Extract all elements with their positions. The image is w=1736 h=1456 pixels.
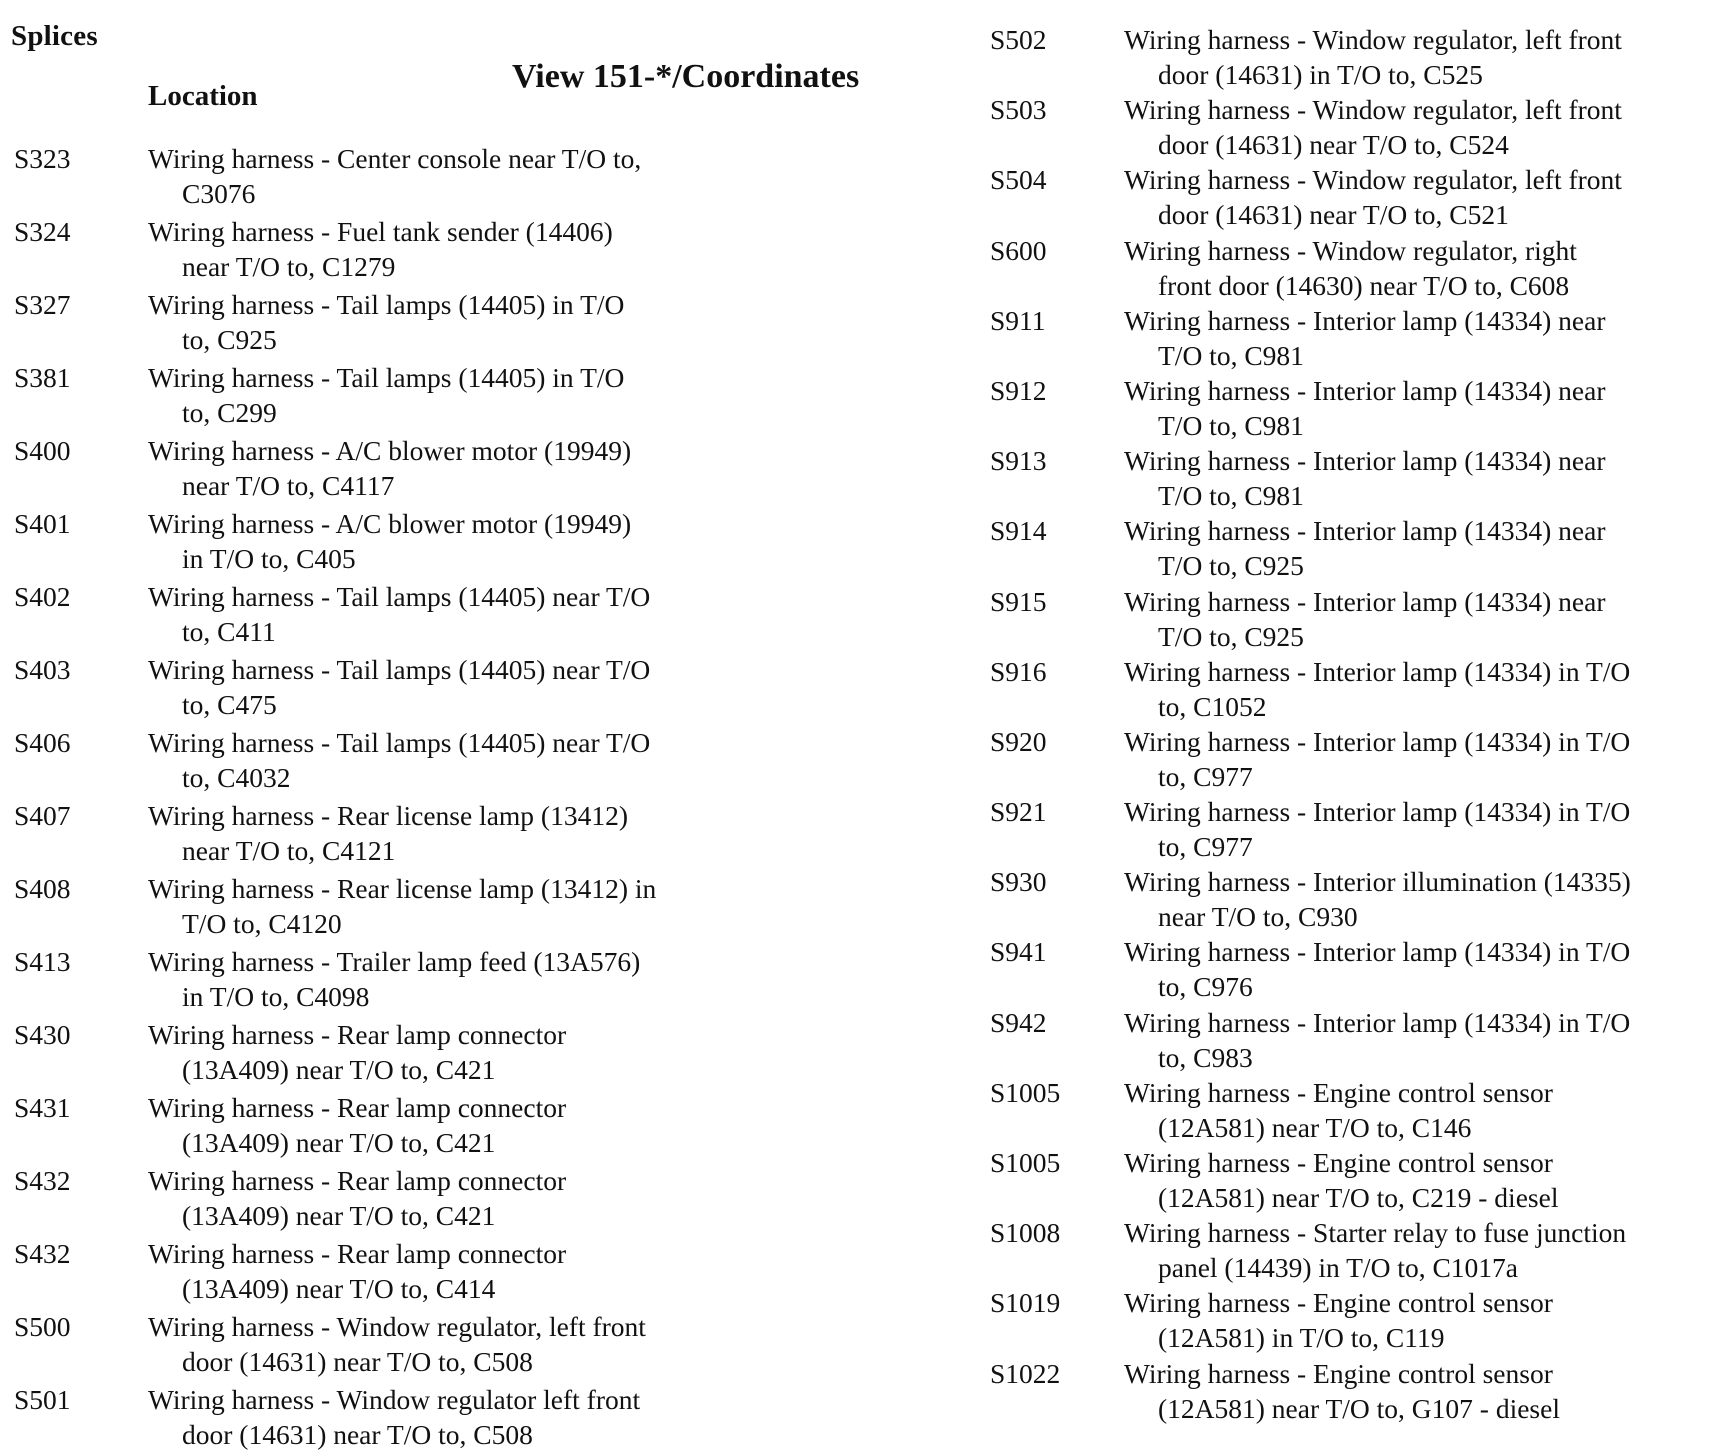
splice-location (1124, 373, 1606, 443)
splice-entry (14, 798, 814, 871)
splice-id: S1005 (990, 1147, 1061, 1178)
splice-location (148, 287, 624, 357)
splice-entry (990, 233, 1730, 303)
splice-location-line1: Wiring harness - Center console near T/O to, (148, 143, 642, 174)
splice-location (148, 798, 628, 868)
splice-location-line2: near T/O to, C4117 (182, 470, 395, 501)
splice-location (1124, 303, 1606, 373)
splice-location-line2: panel (14439) in T/O to, C1017a (1158, 1252, 1518, 1284)
splice-location (1124, 92, 1622, 162)
splice-location (1124, 1145, 1558, 1215)
splice-location-line2: near T/O to, C930 (1158, 901, 1358, 933)
splice-entry (990, 724, 1730, 794)
view-coordinates-header: View 151-*/Coordinates (512, 58, 860, 95)
splice-location-line2: door (14631) near T/O to, C508 (182, 1346, 533, 1377)
splice-id: S504 (990, 164, 1047, 196)
splice-id: S324 (14, 216, 71, 247)
splice-location-line1: Wiring harness - Tail lamps (14405) in T/O (148, 362, 625, 393)
splice-location-line2: (13A409) near T/O to, C421 (182, 1127, 496, 1158)
splice-id: S327 (14, 289, 71, 320)
splice-location-line2: to, C1052 (1158, 690, 1267, 722)
splice-location-line1: Wiring harness - Interior lamp (14334) near (1124, 585, 1606, 617)
splice-location-line1: Wiring harness - Window regulator, left front (148, 1311, 646, 1342)
splice-location-line1: Wiring harness - Window regulator, right (1124, 234, 1577, 266)
splice-id: S921 (990, 796, 1047, 828)
splice-location-line1: Wiring harness - A/C blower motor (19949) (148, 435, 632, 466)
splice-location-line2: (12A581) near T/O to, C219 - diesel (1158, 1182, 1559, 1213)
splice-location (148, 1382, 640, 1452)
splice-location-line2: T/O to, C981 (1158, 480, 1304, 512)
splice-entry (14, 360, 814, 433)
splice-id: S930 (990, 866, 1047, 898)
splice-id: S1008 (990, 1217, 1061, 1249)
splice-location (148, 506, 631, 576)
splice-entry (990, 864, 1730, 934)
splice-location-line1: Wiring harness - Fuel tank sender (14406) (148, 216, 613, 247)
splice-location-line2: near T/O to, C1279 (182, 251, 396, 282)
splice-location-line1: Wiring harness - Rear license lamp (13412) in (148, 873, 657, 904)
splice-location (148, 1017, 566, 1087)
splice-entry (990, 584, 1730, 654)
splice-entry (990, 1285, 1730, 1355)
splice-location (148, 1309, 646, 1379)
splice-entry (14, 287, 814, 360)
splice-location-line2: to, C411 (182, 616, 276, 647)
splice-location-line2: C3076 (182, 178, 256, 209)
splice-location-line2: T/O to, C925 (1158, 620, 1304, 652)
splice-entry (14, 1163, 814, 1236)
splice-location (148, 725, 650, 795)
splice-location-line2: (13A409) near T/O to, C421 (182, 1054, 496, 1085)
splice-location-line1: Wiring harness - Tail lamps (14405) near T/O (148, 654, 651, 685)
splice-location-line1: Wiring harness - Window regulator left front (148, 1384, 641, 1415)
splice-location-line1: Wiring harness - Interior illumination (14335) (1124, 866, 1631, 898)
splice-location (1124, 1215, 1626, 1285)
splice-location-line2: door (14631) near T/O to, C524 (1158, 129, 1509, 161)
splice-location (1124, 443, 1606, 513)
splice-location (148, 433, 631, 503)
splice-location-line2: T/O to, C981 (1158, 339, 1304, 371)
splice-location-line1: Wiring harness - Rear lamp connector (148, 1238, 567, 1269)
splice-location (1124, 584, 1606, 654)
location-column-header: Location (148, 80, 258, 112)
splice-entry (990, 92, 1730, 162)
splice-location-line1: Wiring harness - Interior lamp (14334) in T/O (1124, 1006, 1631, 1038)
splice-location-line1: Wiring harness - Rear lamp connector (148, 1092, 567, 1123)
splice-location (148, 1163, 566, 1233)
splice-entry (990, 654, 1730, 724)
splice-location-line1: Wiring harness - Window regulator, left front (1124, 94, 1622, 126)
splice-entry (14, 1017, 814, 1090)
splice-id: S1019 (990, 1287, 1061, 1319)
splice-id: S1005 (990, 1076, 1061, 1108)
splice-location (1124, 1356, 1560, 1426)
splice-location (148, 214, 613, 284)
splice-entry (14, 506, 814, 579)
splice-id: S407 (14, 800, 71, 831)
splice-location (1124, 864, 1631, 934)
splice-location-line1: Wiring harness - A/C blower motor (19949) (148, 508, 632, 539)
splice-location-line1: Wiring harness - Rear lamp connector (148, 1165, 567, 1196)
splice-id: S941 (990, 936, 1047, 968)
splice-location-line2: T/O to, C4120 (182, 908, 342, 939)
splice-id: S916 (990, 655, 1047, 687)
splice-location-line2: to, C976 (1158, 971, 1253, 1003)
splice-entry (14, 1309, 814, 1382)
splice-entry (990, 1005, 1730, 1075)
splice-id: S500 (14, 1311, 71, 1342)
splice-id: S323 (14, 143, 71, 174)
splice-id: S413 (14, 946, 71, 977)
splice-id: S431 (14, 1092, 71, 1123)
splice-id: S430 (14, 1019, 71, 1050)
splice-location-line1: Wiring harness - Window regulator, left front (1124, 24, 1622, 55)
splice-location (148, 579, 650, 649)
splice-location-line2: in T/O to, C4098 (182, 981, 370, 1012)
splice-location-line1: Wiring harness - Engine control sensor (1124, 1357, 1553, 1389)
splice-entry (990, 934, 1730, 1004)
splice-location-line1: Wiring harness - Tail lamps (14405) in T/O (148, 289, 625, 320)
splice-location (1124, 162, 1622, 232)
splice-location-line1: Wiring harness - Window regulator, left front (1124, 164, 1622, 196)
splice-id: S408 (14, 873, 71, 904)
splice-entry (990, 513, 1730, 583)
splice-id: S406 (14, 727, 71, 758)
splice-location-line2: (12A581) near T/O to, C146 (1158, 1111, 1472, 1143)
splice-entry (14, 141, 814, 214)
splice-location (148, 944, 640, 1014)
splice-location (148, 141, 641, 211)
splice-location-line2: (13A409) near T/O to, C421 (182, 1200, 496, 1231)
splice-entry (14, 725, 814, 798)
splice-id: S911 (990, 304, 1046, 336)
splice-entry (990, 794, 1730, 864)
splice-id: S1022 (990, 1357, 1061, 1389)
splice-id: S402 (14, 581, 71, 612)
splice-location-line1: Wiring harness - Interior lamp (14334) near (1124, 445, 1606, 477)
splice-location-line1: Wiring harness - Interior lamp (14334) in T/O (1124, 655, 1631, 687)
splice-location-line2: T/O to, C981 (1158, 409, 1304, 441)
splice-entry (14, 433, 814, 506)
splice-location-line2: to, C925 (182, 324, 277, 355)
splice-entry (14, 871, 814, 944)
splice-entry (14, 652, 814, 725)
splice-location (1124, 513, 1606, 583)
splice-location-line2: (13A409) near T/O to, C414 (182, 1273, 496, 1304)
splice-location-line1: Wiring harness - Rear lamp connector (148, 1019, 567, 1050)
splice-id: S401 (14, 508, 71, 539)
splice-id: S501 (14, 1384, 71, 1415)
splice-location-line2: near T/O to, C4121 (182, 835, 396, 866)
splice-location (148, 1090, 566, 1160)
splice-location-line2: door (14631) near T/O to, C508 (182, 1419, 533, 1450)
splice-location-line2: front door (14630) near T/O to, C608 (1158, 269, 1570, 301)
splice-id: S432 (14, 1165, 71, 1196)
splice-id: S920 (990, 725, 1047, 757)
splice-location-line1: Wiring harness - Interior lamp (14334) in T/O (1124, 936, 1631, 968)
splice-location-line1: Wiring harness - Starter relay to fuse junction (1124, 1217, 1627, 1249)
splice-id: S915 (990, 585, 1047, 617)
splice-location (1124, 233, 1577, 303)
splice-location-line2: to, C4032 (182, 762, 291, 793)
splice-location-line2: T/O to, C925 (1158, 550, 1304, 582)
splice-entry (990, 1215, 1730, 1285)
splice-id: S502 (990, 24, 1047, 55)
splice-location (1124, 654, 1630, 724)
splice-location-line2: to, C977 (1158, 831, 1253, 863)
splice-location-line2: (12A581) near T/O to, G107 - diesel (1158, 1392, 1560, 1424)
splice-location-line1: Wiring harness - Interior lamp (14334) in T/O (1124, 725, 1631, 757)
splice-entry (990, 22, 1730, 92)
left-splice-list (14, 141, 814, 1455)
splice-entry (990, 1075, 1730, 1145)
splice-location (148, 652, 650, 722)
splice-location-line1: Wiring harness - Interior lamp (14334) in T/O (1124, 796, 1631, 828)
splice-location-line1: Wiring harness - Engine control sensor (1124, 1287, 1553, 1319)
splice-location (1124, 1005, 1630, 1075)
splice-location-line1: Wiring harness - Interior lamp (14334) near (1124, 515, 1606, 547)
splice-location-line2: to, C983 (1158, 1041, 1253, 1073)
splice-id: S503 (990, 94, 1047, 126)
splice-location-line2: (12A581) in T/O to, C119 (1158, 1322, 1445, 1354)
splice-location-line1: Wiring harness - Tail lamps (14405) near T/O (148, 581, 651, 612)
right-splice-list (990, 22, 1730, 1426)
splice-location-line2: door (14631) near T/O to, C521 (1158, 199, 1509, 231)
splice-location (148, 1236, 566, 1306)
splice-location (1124, 794, 1630, 864)
splice-location-line2: to, C977 (1158, 760, 1253, 792)
splice-location-line1: Wiring harness - Trailer lamp feed (13A576) (148, 946, 641, 977)
splice-location (1124, 1075, 1553, 1145)
splice-location-line1: Wiring harness - Tail lamps (14405) near T/O (148, 727, 651, 758)
splice-location-line1: Wiring harness - Interior lamp (14334) near (1124, 374, 1606, 406)
splice-location (1124, 1285, 1553, 1355)
splice-location-line2: to, C299 (182, 397, 277, 428)
splice-location-line2: to, C475 (182, 689, 277, 720)
splice-location (1124, 22, 1622, 92)
splice-id: S912 (990, 374, 1047, 406)
splice-location-line1: Wiring harness - Engine control sensor (1124, 1076, 1553, 1108)
splice-id: S432 (14, 1238, 71, 1269)
splice-entry (14, 1090, 814, 1163)
splice-location-line1: Wiring harness - Rear license lamp (13412) (148, 800, 628, 831)
splice-id: S400 (14, 435, 71, 466)
splice-location (1124, 724, 1630, 794)
splice-id: S913 (990, 445, 1047, 477)
splice-location (1124, 934, 1630, 1004)
splice-entry (990, 373, 1730, 443)
splice-id: S600 (990, 234, 1047, 266)
splice-entry (990, 443, 1730, 513)
splice-id: S381 (14, 362, 71, 393)
splice-entry (990, 162, 1730, 232)
splice-entry (14, 579, 814, 652)
splice-entry (990, 303, 1730, 373)
splice-location-line1: Wiring harness - Engine control sensor (1124, 1147, 1553, 1178)
splice-location-line2: in T/O to, C405 (182, 543, 356, 574)
splice-id: S403 (14, 654, 71, 685)
splice-location (148, 360, 624, 430)
page-title: Splices (11, 20, 98, 52)
splice-entry (14, 1382, 814, 1455)
splice-location-line1: Wiring harness - Interior lamp (14334) near (1124, 304, 1606, 336)
splice-entry (14, 944, 814, 1017)
splice-entry (990, 1356, 1730, 1426)
splice-entry (990, 1145, 1730, 1215)
splice-entry (14, 1236, 814, 1309)
splice-location-line2: door (14631) in T/O to, C525 (1158, 59, 1483, 90)
splice-location (148, 871, 656, 941)
splice-id: S942 (990, 1006, 1047, 1038)
splice-id: S914 (990, 515, 1047, 547)
splice-entry (14, 214, 814, 287)
